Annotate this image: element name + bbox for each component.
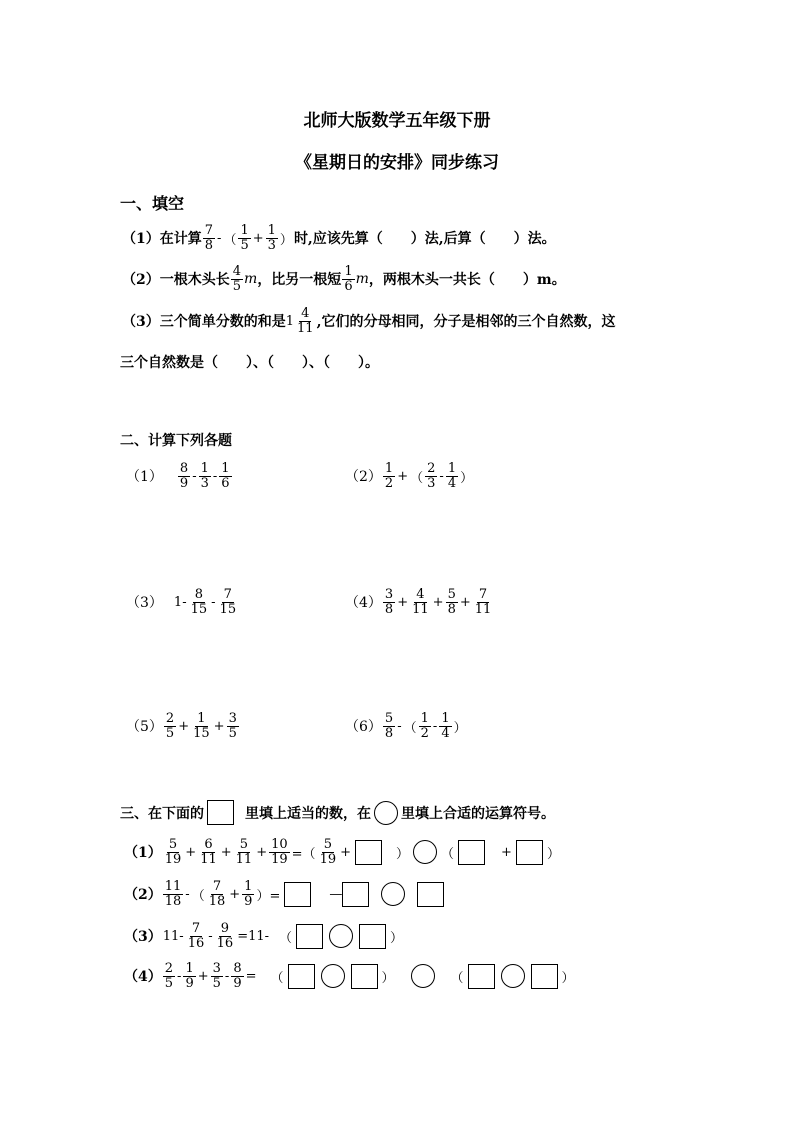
fraction bbox=[383, 462, 395, 490]
operator: + bbox=[185, 844, 197, 860]
denominator: 11 bbox=[235, 851, 253, 867]
fraction bbox=[163, 962, 175, 990]
fraction bbox=[231, 265, 243, 293]
paren: （ bbox=[403, 720, 417, 736]
denominator: 6 bbox=[221, 475, 230, 491]
numerator: 7 bbox=[223, 587, 232, 602]
s1-q2-prefix: （2）一根木头长 bbox=[122, 272, 230, 289]
s3-r1 bbox=[124, 838, 561, 866]
denominator: 15 bbox=[190, 601, 208, 617]
denominator: 4 bbox=[447, 475, 457, 491]
answer-box[interactable] bbox=[296, 924, 323, 949]
fraction bbox=[163, 838, 184, 866]
operator-circle[interactable] bbox=[411, 964, 435, 988]
s2-p3 bbox=[126, 588, 239, 616]
denominator: 2 bbox=[420, 725, 429, 741]
answer-box[interactable] bbox=[359, 924, 386, 949]
numerator: 3 bbox=[384, 587, 394, 602]
numerator: 9 bbox=[220, 921, 230, 936]
problem-label: （4） bbox=[345, 595, 382, 612]
section3-heading bbox=[120, 800, 555, 825]
paren-equals: ）= bbox=[256, 888, 281, 904]
s2-p2 bbox=[345, 462, 474, 490]
operator: - bbox=[212, 468, 218, 484]
answer-box[interactable] bbox=[417, 882, 444, 907]
s3-r3 bbox=[124, 922, 404, 950]
operator: - bbox=[439, 468, 444, 484]
answer-box[interactable] bbox=[516, 840, 543, 865]
numerator: 7 bbox=[478, 587, 488, 602]
fraction bbox=[234, 838, 255, 866]
problem-label: （5） bbox=[126, 719, 163, 736]
equals: =11- bbox=[237, 928, 270, 944]
numerator: 5 bbox=[447, 587, 456, 602]
fraction bbox=[178, 462, 190, 490]
equals: = bbox=[245, 968, 257, 984]
operator: + bbox=[220, 844, 232, 860]
paren: ） bbox=[546, 846, 560, 862]
denominator: 18 bbox=[164, 893, 182, 909]
operator: + bbox=[252, 230, 264, 246]
fraction bbox=[163, 880, 184, 908]
fraction bbox=[425, 462, 437, 490]
denominator: 11 bbox=[412, 601, 429, 617]
fraction bbox=[446, 462, 458, 490]
problem-label: （2） bbox=[345, 469, 382, 486]
problem-label: （3） bbox=[124, 929, 162, 946]
fraction bbox=[473, 588, 494, 616]
answer-box[interactable] bbox=[288, 964, 315, 989]
denominator: 15 bbox=[193, 725, 210, 741]
numerator: 7 bbox=[204, 223, 214, 238]
paren: （ bbox=[270, 970, 284, 986]
operator-circle[interactable] bbox=[413, 840, 437, 864]
numerator: 6 bbox=[204, 837, 213, 852]
s2-p1 bbox=[126, 462, 233, 490]
operator: + bbox=[397, 468, 409, 484]
paren: ） bbox=[561, 970, 575, 986]
s2-p5 bbox=[126, 712, 240, 740]
fraction bbox=[183, 962, 195, 990]
numerator: 1 bbox=[344, 264, 353, 279]
paren: ） bbox=[279, 232, 293, 248]
denominator: 19 bbox=[319, 851, 337, 867]
fraction bbox=[242, 880, 254, 908]
fraction bbox=[218, 588, 239, 616]
answer-box[interactable] bbox=[284, 882, 311, 907]
denominator: 5 bbox=[212, 975, 221, 991]
s1-q2 bbox=[122, 265, 566, 293]
s1-q1-text: 时,应该先算（ ）法,后算（ ）法。 bbox=[293, 231, 556, 248]
numerator: 1 bbox=[221, 461, 230, 476]
s1-q3-line2 bbox=[120, 352, 379, 372]
page-title: 北师大版数学五年级下册 bbox=[303, 111, 491, 131]
fraction bbox=[446, 588, 458, 616]
denominator: 9 bbox=[233, 975, 242, 991]
fraction bbox=[191, 712, 212, 740]
denominator: 4 bbox=[441, 725, 450, 741]
denominator: 11 bbox=[474, 601, 492, 617]
numerator: 4 bbox=[416, 587, 425, 602]
numerator: 1 bbox=[267, 223, 276, 238]
problem-label: （1） bbox=[124, 845, 162, 862]
s1-q2-mid: ，比另一根短 bbox=[257, 272, 342, 289]
denominator: 16 bbox=[216, 935, 234, 951]
s1-q3-prefix: （3）三个简单分数的和是 bbox=[122, 314, 286, 331]
denominator: 8 bbox=[384, 601, 394, 617]
paren: （ bbox=[410, 470, 424, 486]
answer-box[interactable] bbox=[351, 964, 378, 989]
answer-box[interactable] bbox=[342, 882, 369, 907]
denominator: 18 bbox=[208, 893, 226, 909]
operator-circle[interactable] bbox=[501, 964, 525, 988]
numerator: 2 bbox=[165, 711, 175, 726]
numerator: 8 bbox=[194, 587, 203, 602]
operator: - bbox=[217, 230, 222, 246]
numerator: 4 bbox=[232, 264, 242, 279]
operator: - bbox=[432, 718, 438, 734]
fraction bbox=[238, 224, 250, 252]
operator: — bbox=[329, 886, 343, 902]
fraction bbox=[266, 224, 278, 252]
denominator: 3 bbox=[200, 475, 209, 491]
denominator: 9 bbox=[185, 975, 194, 991]
numerator: 1 bbox=[185, 961, 194, 976]
lead-number: 1- bbox=[173, 594, 187, 610]
numerator: 7 bbox=[212, 879, 222, 894]
denominator: 5 bbox=[232, 278, 242, 294]
denominator: 5 bbox=[240, 237, 249, 253]
denominator: 5 bbox=[165, 725, 175, 741]
s1-q1 bbox=[122, 224, 556, 252]
numerator: 5 bbox=[323, 837, 332, 852]
denominator: 9 bbox=[244, 893, 253, 909]
section3-heading-c: 里填上合适的运算符号。 bbox=[401, 805, 555, 822]
operator: - bbox=[224, 968, 230, 984]
numerator: 2 bbox=[164, 961, 174, 976]
paren: （ bbox=[450, 970, 464, 986]
fraction bbox=[383, 588, 395, 616]
s1-q3-line2-text: 三个自然数是（ ）、（ ）、（ ）。 bbox=[120, 355, 379, 371]
denominator: 8 bbox=[204, 237, 214, 253]
denominator: 5 bbox=[228, 725, 237, 741]
operator: + bbox=[340, 844, 352, 860]
denominator: 15 bbox=[219, 601, 237, 617]
denominator: 9 bbox=[179, 475, 189, 491]
s3-r4 bbox=[124, 962, 576, 990]
denominator: 8 bbox=[384, 725, 394, 741]
denominator: 3 bbox=[267, 237, 276, 253]
section3-heading-b: 里填上适当的数，在 bbox=[245, 805, 371, 822]
fraction bbox=[410, 588, 431, 616]
fraction bbox=[203, 224, 215, 252]
lead-number: 11- bbox=[162, 928, 184, 944]
unit: m bbox=[244, 271, 258, 288]
numerator: 1 bbox=[197, 711, 206, 726]
operator: - bbox=[211, 594, 216, 610]
fraction bbox=[186, 922, 207, 950]
numerator: 1 bbox=[420, 711, 429, 726]
paren: ） bbox=[453, 720, 467, 736]
fraction bbox=[295, 307, 316, 335]
paren: ） bbox=[460, 470, 474, 486]
operator: + bbox=[501, 844, 512, 860]
answer-box[interactable] bbox=[468, 964, 495, 989]
answer-box-sample bbox=[207, 800, 234, 825]
paren: （ bbox=[223, 232, 237, 248]
fraction bbox=[189, 588, 210, 616]
paren: ） bbox=[390, 930, 404, 946]
denominator: 19 bbox=[271, 851, 288, 867]
s1-q3-text: ,它们的分母相同，分子是相邻的三个自然数，这 bbox=[316, 314, 616, 331]
operator: + bbox=[197, 968, 209, 984]
equals: =（ bbox=[291, 846, 316, 862]
numerator: 2 bbox=[427, 461, 436, 476]
paren: （ bbox=[279, 930, 293, 946]
denominator: 2 bbox=[384, 475, 394, 491]
fraction bbox=[419, 712, 431, 740]
s2-p6 bbox=[345, 712, 468, 740]
numerator: 5 bbox=[384, 711, 394, 726]
section1-heading: 一、填空 bbox=[120, 194, 185, 213]
denominator: 11 bbox=[200, 851, 217, 867]
operator: + bbox=[397, 594, 409, 610]
denominator: 8 bbox=[447, 601, 456, 617]
numerator: 3 bbox=[212, 961, 221, 976]
fraction bbox=[215, 922, 236, 950]
s1-q1-prefix: （1）在计算 bbox=[122, 231, 202, 248]
operator-circle[interactable] bbox=[329, 924, 353, 948]
fraction bbox=[219, 462, 231, 490]
numerator: 1 bbox=[240, 223, 249, 238]
fraction bbox=[211, 962, 223, 990]
numerator: 5 bbox=[168, 837, 178, 852]
fraction bbox=[227, 712, 239, 740]
operator: - bbox=[192, 468, 197, 484]
fraction bbox=[231, 962, 243, 990]
answer-box[interactable] bbox=[355, 840, 382, 865]
numerator: 8 bbox=[233, 961, 242, 976]
denominator: 16 bbox=[187, 935, 205, 951]
section3-heading-a: 三、在下面的 bbox=[120, 805, 204, 822]
fraction bbox=[439, 712, 451, 740]
s2-p4 bbox=[345, 588, 494, 616]
s3-r2 bbox=[124, 880, 447, 908]
operator: + bbox=[256, 844, 268, 860]
numerator: 1 bbox=[200, 461, 209, 476]
numerator: 1 bbox=[384, 461, 394, 476]
denominator: 6 bbox=[344, 278, 353, 294]
whole-number: 1 bbox=[285, 313, 295, 329]
numerator: 10 bbox=[271, 837, 288, 852]
fraction bbox=[269, 838, 290, 866]
operator: + bbox=[229, 886, 241, 902]
fraction bbox=[198, 838, 219, 866]
s1-q3 bbox=[122, 307, 615, 335]
s1-q2-text: ，两根木头一共长（ ）m。 bbox=[368, 272, 566, 289]
operator: + bbox=[432, 594, 444, 610]
problem-label: （2） bbox=[124, 887, 162, 904]
numerator: 1 bbox=[244, 879, 253, 894]
problem-label: （3） bbox=[126, 595, 163, 612]
answer-box[interactable] bbox=[458, 840, 485, 865]
fraction bbox=[164, 712, 176, 740]
operator: - bbox=[185, 886, 190, 902]
operator-circle[interactable] bbox=[321, 964, 345, 988]
denominator: 11 bbox=[297, 320, 314, 336]
denominator: 5 bbox=[164, 975, 174, 991]
operator: - bbox=[177, 968, 182, 984]
operator: + bbox=[459, 594, 471, 610]
paren: ） bbox=[396, 846, 410, 862]
numerator: 7 bbox=[191, 921, 201, 936]
operator: - bbox=[397, 718, 402, 734]
numerator: 5 bbox=[239, 837, 249, 852]
problem-label: （1） bbox=[126, 469, 163, 486]
operator-circle[interactable] bbox=[381, 882, 405, 906]
numerator: 4 bbox=[301, 306, 310, 321]
denominator: 3 bbox=[427, 475, 436, 491]
operator: - bbox=[208, 928, 213, 944]
numerator: 1 bbox=[447, 461, 457, 476]
numerator: 3 bbox=[228, 711, 237, 726]
numerator: 11 bbox=[164, 879, 182, 894]
section2-heading: 二、计算下列各题 bbox=[120, 433, 232, 449]
fraction bbox=[318, 838, 339, 866]
paren: （ bbox=[441, 846, 455, 862]
numerator: 8 bbox=[179, 461, 189, 476]
fraction bbox=[383, 712, 395, 740]
unit: m bbox=[355, 271, 369, 288]
fraction bbox=[207, 880, 228, 908]
operator: + bbox=[213, 718, 225, 734]
answer-box[interactable] bbox=[531, 964, 558, 989]
fraction bbox=[199, 462, 211, 490]
operator: + bbox=[178, 718, 190, 734]
operator-circle-sample bbox=[374, 801, 398, 825]
paren: ） bbox=[381, 970, 395, 986]
fraction bbox=[342, 265, 354, 293]
page-subtitle: 《星期日的安排》同步练习 bbox=[295, 153, 499, 173]
problem-label: （4） bbox=[124, 969, 162, 986]
problem-label: （6） bbox=[345, 719, 382, 736]
numerator: 1 bbox=[441, 711, 450, 726]
denominator: 19 bbox=[164, 851, 182, 867]
paren: （ bbox=[191, 888, 205, 904]
